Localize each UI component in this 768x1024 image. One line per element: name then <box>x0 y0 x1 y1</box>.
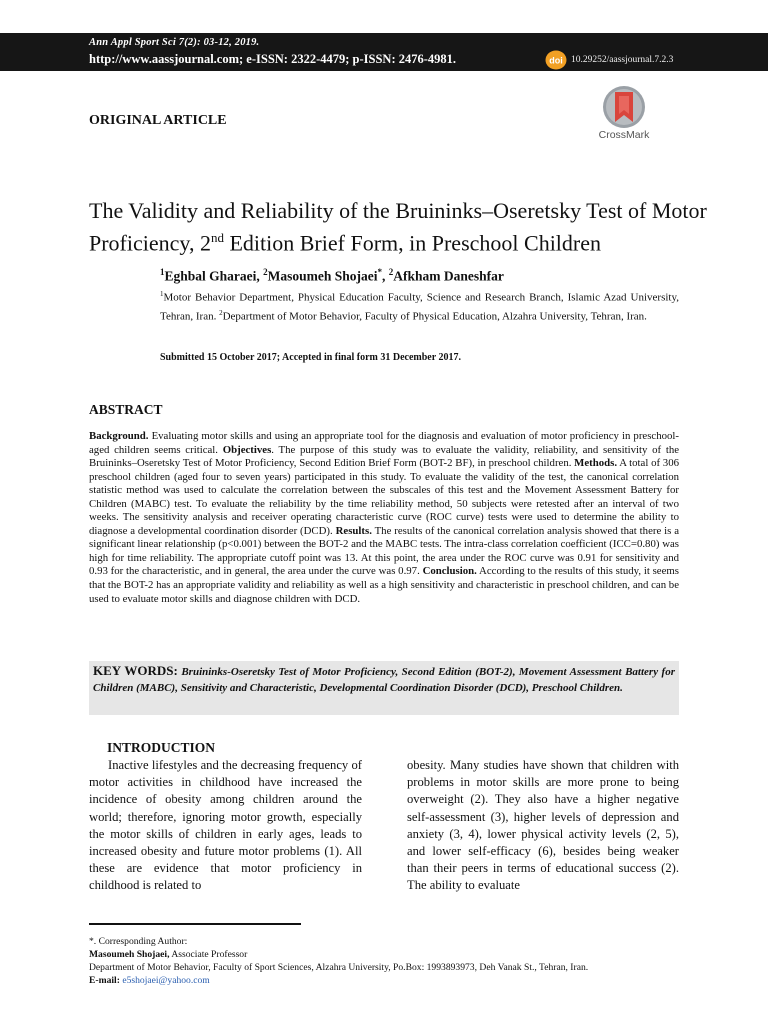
crossmark-badge[interactable] <box>600 84 648 146</box>
author-list: $^1$Eghbal Gharaei, $^2$Masoumeh Shojaei*, $^2$Afkham Daneshfar <box>160 267 504 284</box>
journal-header-banner <box>0 33 768 71</box>
journal-citation <box>89 37 259 48</box>
footnote-address: Department of Motor Behavior, Faculty of Sport Sciences, Alzahra University, Po.Box: 1993893973, Deh Vanak St., Tehran, Iran. <box>89 962 589 973</box>
keywords-box <box>89 661 679 715</box>
abstract-heading: ABSTRACT <box>89 402 163 417</box>
doi-badge-label: doi <box>549 55 563 66</box>
crossmark-label: CrossMark <box>598 129 650 141</box>
crossmark-icon <box>600 84 648 130</box>
journal-volume-pages: 7(2): 03-12, 2019. <box>178 37 260 48</box>
corresponding-star: * <box>377 267 383 277</box>
author-name: Afkham Daneshfar <box>393 268 504 284</box>
keywords-text: Bruininks-Oseretsky Test of Motor Proficiency, Second Edition (BOT-2), Movement Assessment Battery for Children (MABC), Sensitivity and Characteristic, Developmental Coordination Disorder (DCD), Preschool Children. <box>93 666 675 694</box>
affiliations: $^1$Motor Behavior Department, Physical Education Faculty, Science and Research Branch, Islamic Azad University, Tehran, Iran. $^2$Department of Motor Behavior, Faculty of Physical Education, Alzahra University, Tehran, Iran. <box>160 290 679 323</box>
article-title: The Validity and Reliability of the Bruininks–Oseretsky Test of Motor Proficiency, 2nd Edition Brief Form, in Preschool Children <box>89 198 707 256</box>
author-name: Masoumeh Shojaei <box>267 268 378 284</box>
introduction-heading: INTRODUCTION <box>107 740 216 755</box>
footnote-corresponding-label: *. Corresponding Author: <box>89 936 188 947</box>
footnote-divider <box>89 923 301 925</box>
introduction-left-column: Inactive lifestyles and the decreasing frequency of motor activities in childhood have increased the incidence of obesity among children around the world; therefore, ignoring motor growth, especially the motor skills of children in early ages, leads to increased obesity and future motor problems (1). All these are evidence that motor proficiency in childhood is related to <box>89 758 362 893</box>
doi-link[interactable]: 10.29252/aassjournal.7.2.3 <box>571 55 674 65</box>
introduction-right-column: obesity. Many studies have shown that children with problems in motor skills are more prone to being overweight (2). They also have a higher negative self-assessment (3), higher levels of depression and anxiety (3, 4), lower physical activity levels (2, 5), and lower self-efficacy (6), besides being weaker than their peers in terms of educational success (2). The ability to evaluate <box>407 758 679 893</box>
journal-url-issn: http://www.aassjournal.com; e-ISSN: 2322-4479; p-ISSN: 2476-4981. <box>89 52 457 66</box>
doi-icon <box>545 50 567 70</box>
keywords-label: KEY WORDS: <box>93 663 178 678</box>
footnote-email: E-mail: e5shojaei@yahoo.com <box>89 975 210 986</box>
journal-abbrev: Ann Appl Sport Sci <box>89 37 176 48</box>
email-link[interactable]: e5shojaei@yahoo.com <box>122 975 210 986</box>
author-name: Eghbal Gharaei <box>164 268 257 284</box>
submission-dates: Submitted 15 October 2017; Accepted in final form 31 December 2017. <box>160 352 461 363</box>
footnote-author: Masoumeh Shojaei, Associate Professor <box>89 949 248 960</box>
article-type: ORIGINAL ARTICLE <box>89 113 227 128</box>
abstract-body: Background. Evaluating motor skills and using an appropriate tool for the diagnosis and evaluation of motor proficiency in preschool-aged children seems critical. Objectives. The purpose of this study was to evaluate the validity, reliability, and sensitivity of the Bruininks–Oseretsky Test of Motor Proficiency, Second Edition Brief Form (BOT-2 BF), in preschool children. Methods. A total of 306 preschool children (aged four to seven years) participated in this study. To evaluate the validity of the test, the canonical correlation statistic method was used to calculate the correlation between the subscales of this test and the Movement Assessment Battery for Children (MABC) test. To evaluate the reliability by the time reliability method, 50 subjects were retested after an interval of two weeks. The sensitivity analysis and receiver operating characteristic curve (ROC curve) tests were used to determine the ability to diagnose a developmental coordination disorder (DCD). Results. The results of the canonical correlation analysis showed that there is a significant linear relationship (p<0.001) between the BOT-2 and the MABC tests. The intra-class correlation coefficient (ICC=0.80) was high for time reliability. The appropriate cutoff point was 13. At this point, the area under the ROC curve was 0.91 for sensitivity and 0.93 for the characteristic, and in general, the area under the curve was 0.97. Conclusion. According to the results of this study, it seems that the BOT-2 has an appropriate validity and reliability as well as a high sensitivity and characteristic in preschool children, and can be used to evaluate motor skills and diagnose children with DCD. <box>89 430 680 605</box>
